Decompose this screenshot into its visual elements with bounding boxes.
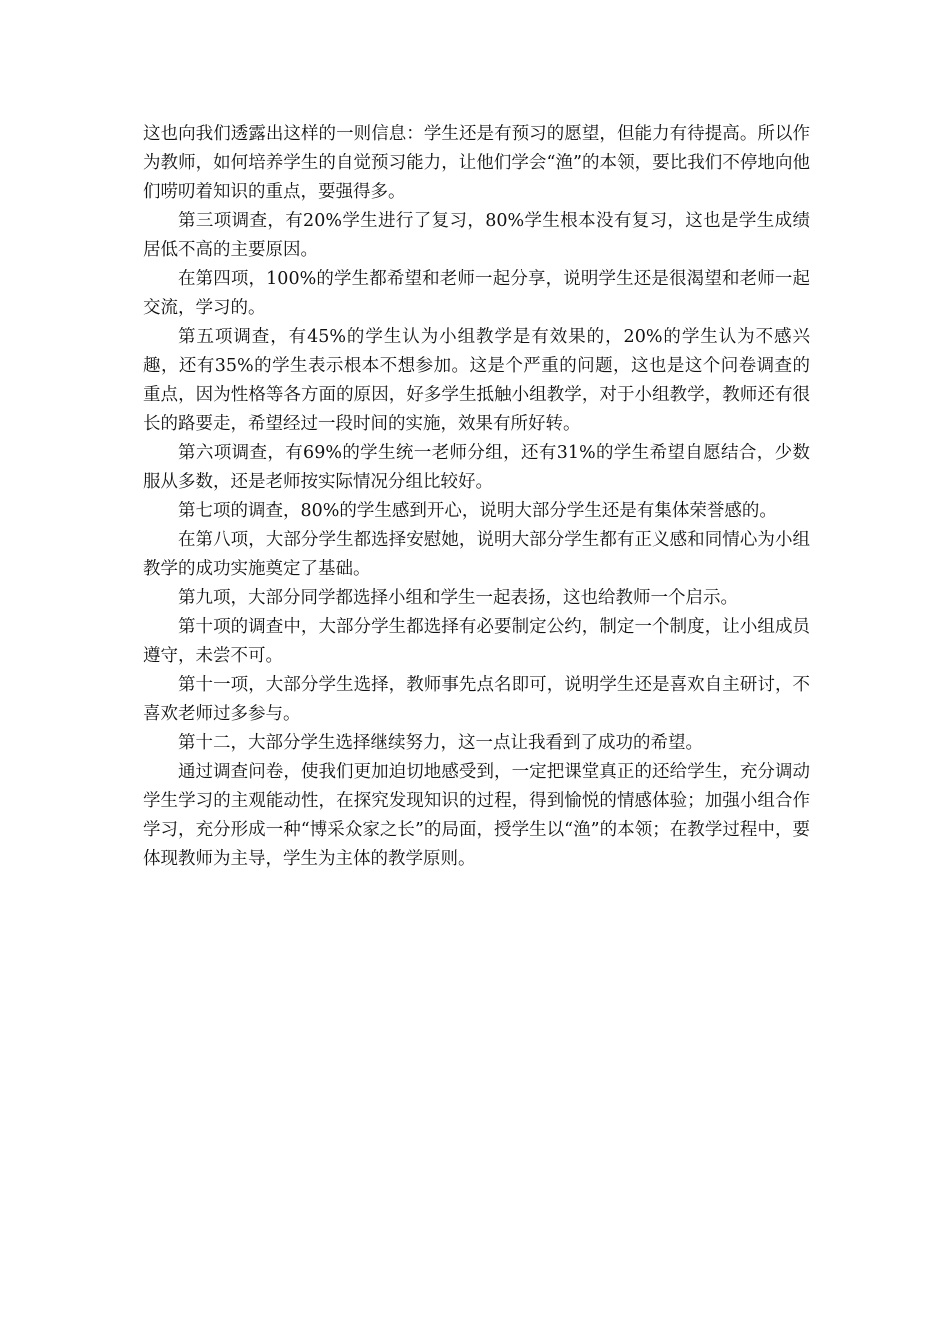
document-body [143, 120, 810, 874]
paragraph-2: 第三项调查，有20%学生进行了复习，80%学生根本没有复习，这也是学生成绩居低不高的主要原因。 [143, 211, 810, 260]
paragraph-7: 在第八项，大部分学生都选择安慰她，说明大部分学生都有正义感和同情心为小组教学的成功实施奠定了基础。 [143, 530, 810, 579]
paragraph-11: 第十二，大部分学生选择继续努力，这一点让我看到了成功的希望。 [178, 733, 703, 753]
paragraph-10: 第十一项，大部分学生选择，教师事先点名即可，说明学生还是喜欢自主研讨，不喜欢老师过多参与。 [143, 675, 810, 724]
paragraph-4: 第五项调查，有45%的学生认为小组教学是有效果的，20%的学生认为不感兴趣，还有35%的学生表示根本不想参加。这是个严重的问题，这也是这个问卷调查的重点，因为性格等各方面的原因，好多学生抵触小组教学，对于小组教学，教师还有很长的路要走，希望经过一段时间的实施，效果有所好转。 [143, 327, 810, 434]
paragraph-5: 第六项调查，有69%的学生统一老师分组，还有31%的学生希望自愿结合，少数服从多数，还是老师按实际情况分组比较好。 [143, 443, 810, 492]
paragraph-8: 第九项，大部分同学都选择小组和学生一起表扬，这也给教师一个启示。 [178, 588, 738, 608]
paragraph-3: 在第四项，100%的学生都希望和老师一起分享，说明学生还是很渴望和老师一起交流，学习的。 [143, 269, 810, 318]
paragraph-6: 第七项的调查，80%的学生感到开心，说明大部分学生还是有集体荣誉感的。 [178, 501, 777, 521]
paragraph-12: 通过调查问卷，使我们更加迫切地感受到，一定把课堂真正的还给学生，充分调动学生学习的主观能动性，在探究发现知识的过程，得到愉悦的情感体验；加强小组合作学习，充分形成一种“博采众家之长”的局面，授学生以“渔”的本领；在教学过程中，要体现教师为主导，学生为主体的教学原则。 [143, 762, 810, 869]
paragraph-1: 这也向我们透露出这样的一则信息：学生还是有预习的愿望，但能力有待提高。所以作为教师，如何培养学生的自觉预习能力，让他们学会“渔”的本领，要比我们不停地向他们唠叨着知识的重点，要强得多。 [143, 124, 810, 202]
paragraph-9: 第十项的调查中，大部分学生都选择有必要制定公约，制定一个制度，让小组成员遵守，未尝不可。 [143, 617, 810, 666]
